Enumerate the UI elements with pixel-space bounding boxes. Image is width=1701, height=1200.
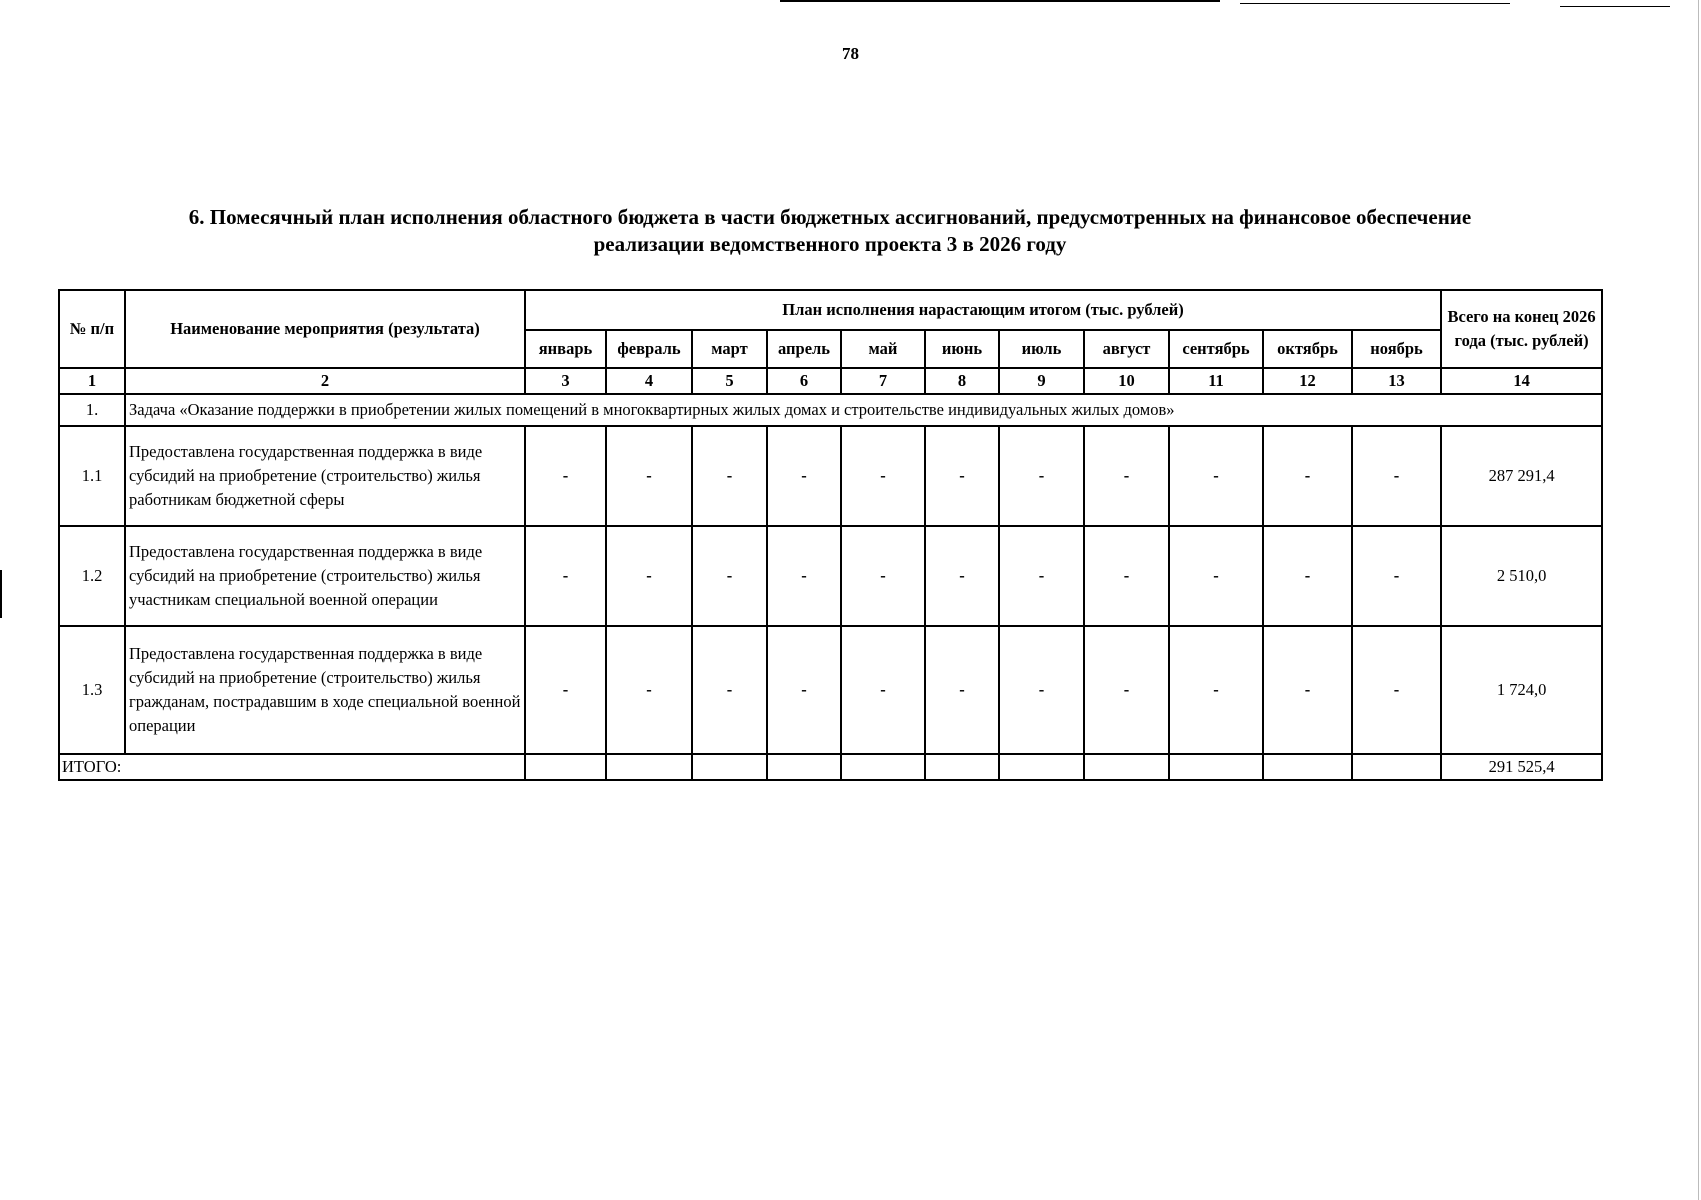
- month-value: -: [999, 526, 1084, 626]
- month-value: -: [999, 426, 1084, 526]
- month-value: -: [767, 626, 841, 754]
- month-value: -: [767, 426, 841, 526]
- itogo-empty-cell: [767, 754, 841, 780]
- row-number: 1.1: [59, 426, 125, 526]
- column-number: 10: [1084, 368, 1169, 394]
- header-month-may: май: [841, 330, 925, 368]
- header-month-jun: июнь: [925, 330, 999, 368]
- page-number: 78: [842, 44, 859, 63]
- itogo-total: 291 525,4: [1441, 754, 1602, 780]
- month-value: -: [1084, 626, 1169, 754]
- month-value: -: [1263, 526, 1352, 626]
- header-month-apr: апрель: [767, 330, 841, 368]
- month-value: -: [1169, 426, 1263, 526]
- title-line-1: 6. Помесячный план исполнения областного бюджета в части бюджетных ассигнований, предусмотренных на финансовое обеспечение: [188, 205, 1472, 229]
- month-value: -: [841, 626, 925, 754]
- itogo-empty-cell: [525, 754, 606, 780]
- itogo-empty-cell: [1169, 754, 1263, 780]
- column-number: 13: [1352, 368, 1441, 394]
- column-number: 14: [1441, 368, 1602, 394]
- month-value: -: [1352, 526, 1441, 626]
- month-value: -: [692, 626, 767, 754]
- month-value: -: [692, 526, 767, 626]
- header-month-nov: ноябрь: [1352, 330, 1441, 368]
- row-number: 1.3: [59, 626, 125, 754]
- scan-artifact-top-line-2: [1240, 3, 1510, 4]
- column-number: 5: [692, 368, 767, 394]
- scan-artifact-left-mark: [0, 570, 2, 618]
- column-number: 8: [925, 368, 999, 394]
- header-num: № п/п: [59, 290, 125, 368]
- row-name: Предоставлена государственная поддержка в виде субсидий на приобретение (строительство) жилья гражданам, пострадавшим в ходе специальной военной операции: [125, 626, 525, 754]
- table-row: [59, 526, 1602, 626]
- header-row-1: [59, 290, 1602, 330]
- column-number: 12: [1263, 368, 1352, 394]
- scan-artifact-top-line: [780, 0, 1220, 2]
- itogo-empty-cell: [1263, 754, 1352, 780]
- month-value: -: [692, 426, 767, 526]
- document-title: [110, 204, 1550, 258]
- itogo-empty-cell: [692, 754, 767, 780]
- itogo-empty-cell: [1084, 754, 1169, 780]
- column-number: 9: [999, 368, 1084, 394]
- month-value: -: [606, 626, 692, 754]
- budget-plan-table: [58, 289, 1603, 781]
- scan-artifact-top-line-3: [1560, 6, 1670, 7]
- column-number: 6: [767, 368, 841, 394]
- header-month-oct: октябрь: [1263, 330, 1352, 368]
- month-value: -: [525, 526, 606, 626]
- row-name: Предоставлена государственная поддержка в виде субсидий на приобретение (строительство) жилья участникам специальной военной операции: [125, 526, 525, 626]
- table-row: [59, 626, 1602, 754]
- header-month-sep: сентябрь: [1169, 330, 1263, 368]
- itogo-empty-cell: [999, 754, 1084, 780]
- itogo-empty-cell: [606, 754, 692, 780]
- header-month-jan: январь: [525, 330, 606, 368]
- month-value: -: [1352, 426, 1441, 526]
- itogo-empty-cell: [925, 754, 999, 780]
- table-row: [59, 426, 1602, 526]
- row-total: 287 291,4: [1441, 426, 1602, 526]
- task-text: Задача «Оказание поддержки в приобретении жилых помещений в многоквартирных жилых домах и строительстве индивидуальных жилых домов»: [125, 394, 1602, 426]
- row-name: Предоставлена государственная поддержка в виде субсидий на приобретение (строительство) жилья работникам бюджетной сферы: [125, 426, 525, 526]
- column-number: 11: [1169, 368, 1263, 394]
- column-number: 1: [59, 368, 125, 394]
- month-value: -: [1084, 426, 1169, 526]
- header-month-jul: июль: [999, 330, 1084, 368]
- column-number: 3: [525, 368, 606, 394]
- month-value: -: [525, 426, 606, 526]
- itogo-label: ИТОГО:: [59, 754, 525, 780]
- month-value: -: [606, 426, 692, 526]
- column-number-row: [59, 368, 1602, 394]
- month-value: -: [925, 626, 999, 754]
- month-value: -: [925, 526, 999, 626]
- column-number: 7: [841, 368, 925, 394]
- header-plan-group: План исполнения нарастающим итогом (тыс. рублей): [525, 290, 1441, 330]
- row-total: 2 510,0: [1441, 526, 1602, 626]
- month-value: -: [999, 626, 1084, 754]
- column-number: 2: [125, 368, 525, 394]
- row-number: 1.2: [59, 526, 125, 626]
- month-value: -: [606, 526, 692, 626]
- month-value: -: [1084, 526, 1169, 626]
- month-value: -: [841, 526, 925, 626]
- month-value: -: [841, 426, 925, 526]
- month-value: -: [1352, 626, 1441, 754]
- month-value: -: [767, 526, 841, 626]
- row-total: 1 724,0: [1441, 626, 1602, 754]
- month-value: -: [1169, 526, 1263, 626]
- header-month-mar: март: [692, 330, 767, 368]
- month-value: -: [1263, 626, 1352, 754]
- task-row: [59, 394, 1602, 426]
- month-value: -: [1263, 426, 1352, 526]
- month-value: -: [925, 426, 999, 526]
- month-value: -: [1169, 626, 1263, 754]
- column-number: 4: [606, 368, 692, 394]
- title-line-2: реализации ведомственного проекта 3 в 2026 году: [593, 232, 1067, 256]
- task-number: 1.: [59, 394, 125, 426]
- header-month-feb: февраль: [606, 330, 692, 368]
- header-total: Всего на конец 2026 года (тыс. рублей): [1441, 290, 1602, 368]
- itogo-empty-cell: [841, 754, 925, 780]
- itogo-row: [59, 754, 1602, 780]
- itogo-empty-cell: [1352, 754, 1441, 780]
- header-month-aug: август: [1084, 330, 1169, 368]
- scan-artifact-right-edge: [1698, 0, 1699, 1200]
- month-value: -: [525, 626, 606, 754]
- header-name: Наименование мероприятия (результата): [125, 290, 525, 368]
